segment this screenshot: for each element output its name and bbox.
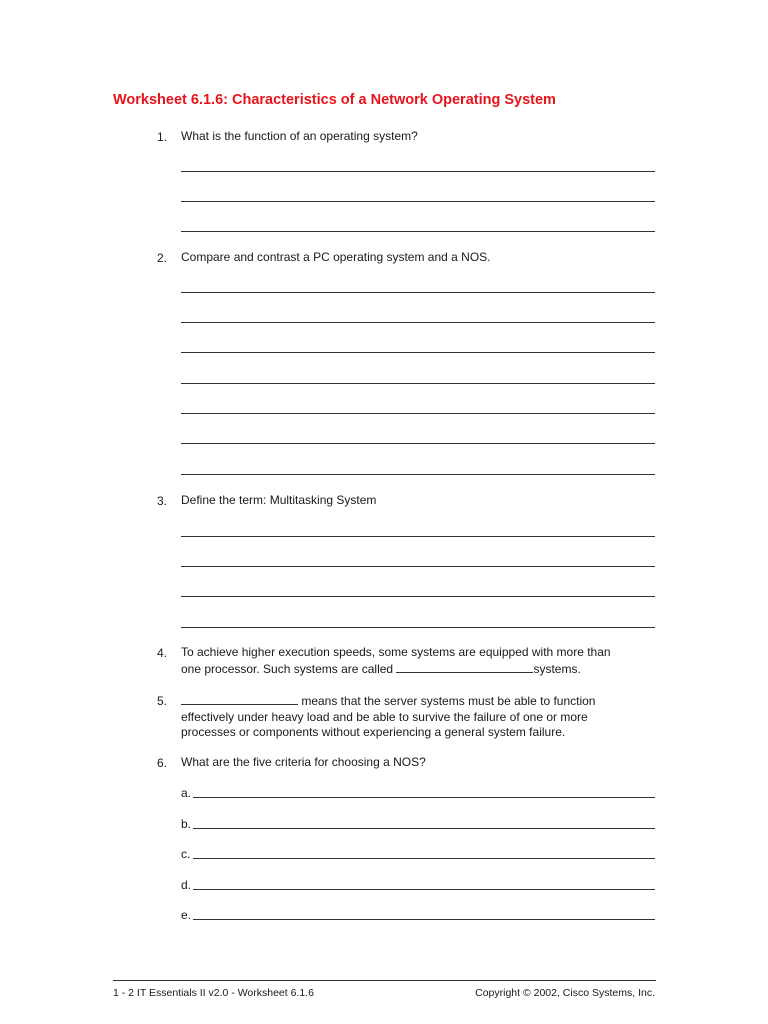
answer-line[interactable] xyxy=(181,322,655,323)
question-3-number: 3. xyxy=(157,494,168,508)
question-5-line-3: processes or components without experiencing a general system failure. xyxy=(181,725,566,739)
worksheet-title: Worksheet 6.1.6: Characteristics of a Network Operating System xyxy=(113,92,556,108)
answer-line[interactable] xyxy=(181,201,655,202)
fill-in-blank[interactable] xyxy=(396,661,533,673)
answer-line[interactable] xyxy=(181,292,655,293)
question-4-number: 4. xyxy=(157,646,168,660)
answer-line[interactable] xyxy=(181,474,655,475)
criteria-label-e: e. xyxy=(181,908,192,922)
question-5-text xyxy=(181,693,595,741)
question-1-text: What is the function of an operating system? xyxy=(181,129,418,143)
criteria-label-a: a. xyxy=(181,786,192,800)
question-5-line-1-post: means that the server systems must be able to function xyxy=(298,694,596,708)
criteria-label-d: d. xyxy=(181,878,192,892)
criteria-label-b: b. xyxy=(181,817,192,831)
answer-line[interactable] xyxy=(181,443,655,444)
answer-line[interactable] xyxy=(181,231,655,232)
question-5-line-2: effectively under heavy load and be able to survive the failure of one or more xyxy=(181,709,588,724)
answer-line[interactable] xyxy=(181,566,655,567)
question-4-line-2 xyxy=(181,661,611,678)
question-2-number: 2. xyxy=(157,251,168,265)
criteria-answer-line-b[interactable] xyxy=(193,828,655,829)
criteria-answer-line-e[interactable] xyxy=(193,919,655,920)
question-4-line-1: To achieve higher execution speeds, some systems are equipped with more than xyxy=(181,645,611,659)
footer-page-info: 1 - 2 IT Essentials II v2.0 - Worksheet 6.1.6 xyxy=(113,987,314,999)
footer-rule xyxy=(113,980,656,981)
question-6-text: What are the five criteria for choosing a NOS? xyxy=(181,755,426,769)
question-5-line-1 xyxy=(181,693,595,710)
answer-line[interactable] xyxy=(181,536,655,537)
answer-line[interactable] xyxy=(181,596,655,597)
question-3-text: Define the term: Multitasking System xyxy=(181,493,377,507)
question-6-number: 6. xyxy=(157,756,168,770)
question-2-text: Compare and contrast a PC operating system and a NOS. xyxy=(181,250,491,264)
footer-copyright: Copyright © 2002, Cisco Systems, Inc. xyxy=(475,987,655,999)
answer-line[interactable] xyxy=(181,383,655,384)
criteria-label-c: c. xyxy=(181,847,191,861)
answer-line[interactable] xyxy=(181,627,655,628)
question-4-line-2-pre: one processor. Such systems are called xyxy=(181,661,397,676)
answer-line[interactable] xyxy=(181,352,655,353)
criteria-answer-line-d[interactable] xyxy=(193,889,655,890)
criteria-answer-line-a[interactable] xyxy=(193,797,655,798)
answer-line[interactable] xyxy=(181,171,655,172)
question-4-text xyxy=(181,645,611,677)
question-4-line-2-post: systems. xyxy=(533,661,581,676)
answer-line[interactable] xyxy=(181,413,655,414)
fill-in-blank[interactable] xyxy=(181,693,298,705)
criteria-answer-line-c[interactable] xyxy=(193,858,655,859)
question-5-number: 5. xyxy=(157,694,168,708)
question-1-number: 1. xyxy=(157,130,168,144)
